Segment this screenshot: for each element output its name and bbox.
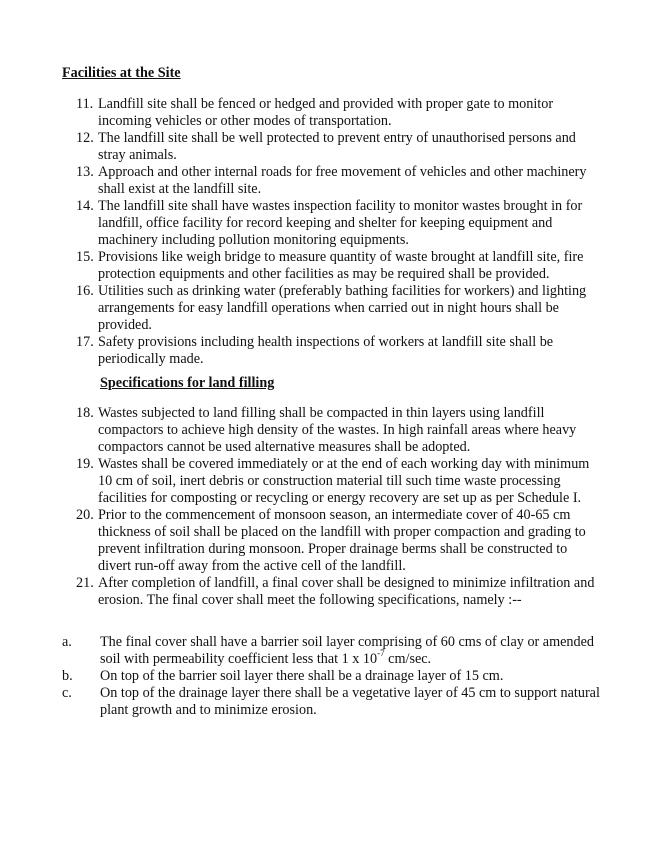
section-heading-specifications: Specifications for land filling [100, 375, 275, 391]
item-text: Utilities such as drinking water (preferably bathing facilities for workers) and lighting arrangements for easy landfill operations when carried out in night hours shall be provided. [98, 283, 587, 333]
list-item [62, 198, 602, 249]
item-text-part: The final cover shall have a barrier soil layer comprising of 60 cms of clay or amended soil with permeability coefficient less that 1 x 10 [100, 634, 595, 667]
list-item [62, 456, 602, 507]
item-number: 12. [76, 130, 94, 146]
item-number: 14. [76, 198, 94, 214]
list-item [62, 164, 602, 198]
list-item [62, 283, 602, 334]
list-item [62, 405, 602, 456]
item-number: 20. [76, 507, 94, 523]
final-cover-specifications-list [62, 634, 602, 719]
item-number: 19. [76, 456, 94, 472]
item-text: Prior to the commencement of monsoon season, an intermediate cover of 40-65 cm thickness of soil shall be placed on the landfill with proper compaction and grading to prevent infiltration during monsoon. Proper drainage berms shall be constructed to divert run-off away from the active cell of the landfill. [98, 507, 586, 574]
section-heading-facilities: Facilities at the Site [62, 65, 181, 81]
item-text: Wastes subjected to land filling shall be compacted in thin layers using landfill compactors to achieve high density of the wastes. In high rainfall areas where heavy compactors cannot be used alternative measures shall be adopted. [98, 405, 577, 455]
item-number: 18. [76, 405, 94, 421]
list-item [62, 507, 602, 575]
item-text-part: cm/sec. [384, 651, 432, 667]
list-item [62, 249, 602, 283]
item-letter: b. [62, 668, 73, 684]
exponent: -7 [377, 648, 385, 659]
facilities-list [62, 96, 602, 368]
item-text: Approach and other internal roads for free movement of vehicles and other machinery shall exist at the landfill site. [98, 164, 587, 197]
item-text: The landfill site shall have wastes inspection facility to monitor wastes brought in for landfill, office facility for record keeping and shelter for keeping equipment and machinery including pollution monitoring equipments. [98, 198, 583, 248]
item-number: 13. [76, 164, 94, 180]
item-text: Wastes shall be covered immediately or at the end of each working day with minimum 10 cm of soil, inert debris or construction material till such time waste processing facilities for composting or recycling or energy recovery are set up as per Schedule I. [98, 456, 590, 506]
item-text: Safety provisions including health inspections of workers at landfill site shall be periodically made. [98, 334, 554, 367]
item-number: 15. [76, 249, 94, 265]
list-item [62, 575, 602, 609]
item-text: Landfill site shall be fenced or hedged and provided with proper gate to monitor incoming vehicles or other modes of transportation. [98, 96, 554, 129]
item-text: On top of the drainage layer there shall be a vegetative layer of 45 cm to support natural plant growth and to minimize erosion. [100, 685, 600, 718]
item-text: The landfill site shall be well protected to prevent entry of unauthorised persons and stray animals. [98, 130, 576, 163]
item-number: 16. [76, 283, 94, 299]
list-item [62, 685, 602, 719]
item-number: 17. [76, 334, 94, 350]
item-text: On top of the barrier soil layer there shall be a drainage layer of 15 cm. [100, 668, 504, 684]
item-number: 11. [76, 96, 94, 112]
list-item [62, 634, 602, 668]
item-text: Provisions like weigh bridge to measure quantity of waste brought at landfill site, fire protection equipments and other facilities as may be required shall be provided. [98, 249, 584, 282]
item-letter: c. [62, 685, 72, 701]
item-text [100, 634, 602, 668]
list-item [62, 130, 602, 164]
item-number: 21. [76, 575, 94, 591]
specifications-list [62, 405, 602, 609]
list-item [62, 96, 602, 130]
item-letter: a. [62, 634, 72, 650]
item-text: After completion of landfill, a final cover shall be designed to minimize infiltration and erosion. The final cover shall meet the following specifications, namely :-- [98, 575, 595, 608]
list-item [62, 334, 602, 368]
list-item [62, 668, 602, 685]
